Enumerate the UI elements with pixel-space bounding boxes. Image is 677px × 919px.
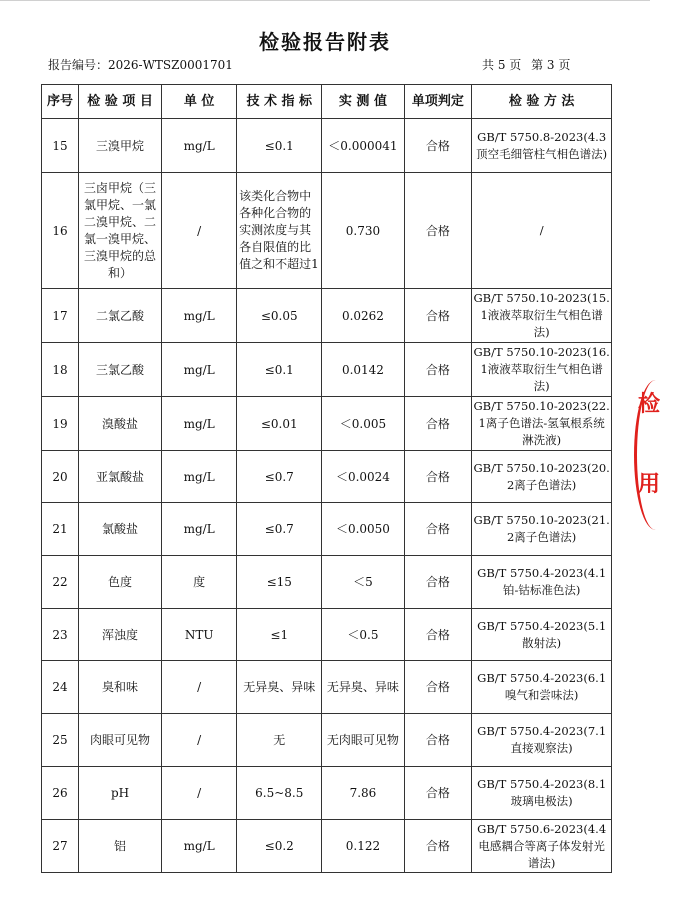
cell-unit: / xyxy=(162,767,237,820)
cell-spec: ≤0.05 xyxy=(237,289,322,343)
cell-seq: 25 xyxy=(42,714,79,767)
cell-seq: 16 xyxy=(42,173,79,289)
cell-spec: 该类化合物中各种化合物的实测浓度与其各自限值的比值之和不超过1 xyxy=(237,173,322,289)
cell-spec: 无 xyxy=(237,714,322,767)
cell-value: 7.86 xyxy=(322,767,404,820)
cell-judge: 合格 xyxy=(404,119,472,173)
cell-method: GB/T 5750.4-2023(8.1玻璃电极法) xyxy=(472,767,612,820)
cell-item: 二氯乙酸 xyxy=(78,289,161,343)
cell-value: ＜0.5 xyxy=(322,609,404,661)
cell-method: GB/T 5750.6-2023(4.4电感耦合等离子体发射光谱法) xyxy=(472,820,612,873)
table-row xyxy=(42,451,612,503)
cell-seq: 27 xyxy=(42,820,79,873)
cell-value: 0.0262 xyxy=(322,289,404,343)
cell-unit: / xyxy=(162,714,237,767)
cell-item: 色度 xyxy=(78,556,161,609)
cell-method: GB/T 5750.10-2023(16.1液液萃取衍生气相色谱法) xyxy=(472,343,612,397)
seal-char-1: 检 xyxy=(638,392,661,417)
table-row xyxy=(42,343,612,397)
cell-spec: ≤0.7 xyxy=(237,451,322,503)
cell-judge: 合格 xyxy=(404,556,472,609)
cell-item: 氯酸盐 xyxy=(78,503,161,556)
header-unit: 单 位 xyxy=(162,85,237,119)
table-row xyxy=(42,661,612,714)
cell-method: GB/T 5750.8-2023(4.3顶空毛细管柱气相色谱法) xyxy=(472,119,612,173)
page-indicator xyxy=(482,56,576,73)
table-row xyxy=(42,714,612,767)
red-seal-stamp xyxy=(628,380,661,530)
cell-value: 无肉眼可见物 xyxy=(322,714,404,767)
cell-item: 铝 xyxy=(78,820,161,873)
cell-spec: ≤0.7 xyxy=(237,503,322,556)
cell-seq: 19 xyxy=(42,397,79,451)
cell-method: GB/T 5750.10-2023(21.2离子色谱法) xyxy=(472,503,612,556)
cell-judge: 合格 xyxy=(404,609,472,661)
table-row xyxy=(42,503,612,556)
cell-method: GB/T 5750.10-2023(15.1液液萃取衍生气相色谱法) xyxy=(472,289,612,343)
cell-unit: NTU xyxy=(162,609,237,661)
cell-seq: 18 xyxy=(42,343,79,397)
cell-method: GB/T 5750.4-2023(4.1铂-钴标准色法) xyxy=(472,556,612,609)
current-page: 第 3 页 xyxy=(531,58,571,72)
cell-judge: 合格 xyxy=(404,820,472,873)
header-judge: 单项判定 xyxy=(404,85,472,119)
cell-seq: 26 xyxy=(42,767,79,820)
cell-unit: mg/L xyxy=(162,451,237,503)
header-seq: 序号 xyxy=(42,85,79,119)
report-number: 报告编号：2026-WTSZ0001701 xyxy=(48,58,233,72)
cell-unit: mg/L xyxy=(162,119,237,173)
cell-spec: ≤0.1 xyxy=(237,343,322,397)
cell-item: 三氯乙酸 xyxy=(78,343,161,397)
cell-seq: 20 xyxy=(42,451,79,503)
seal-char-2: 用 xyxy=(638,472,661,497)
total-pages: 共 5 页 xyxy=(482,58,522,72)
cell-unit: mg/L xyxy=(162,503,237,556)
cell-spec: 无异臭、异味 xyxy=(237,661,322,714)
cell-spec: ≤0.2 xyxy=(237,820,322,873)
table-row xyxy=(42,767,612,820)
cell-value: ＜0.000041 xyxy=(322,119,404,173)
cell-judge: 合格 xyxy=(404,661,472,714)
cell-item: 亚氯酸盐 xyxy=(78,451,161,503)
cell-unit: / xyxy=(162,661,237,714)
cell-value: 0.122 xyxy=(322,820,404,873)
cell-judge: 合格 xyxy=(404,397,472,451)
table-row xyxy=(42,397,612,451)
cell-value: 0.730 xyxy=(322,173,404,289)
header-spec: 技 术 指 标 xyxy=(237,85,322,119)
header-value: 实 测 值 xyxy=(322,85,404,119)
cell-method: GB/T 5750.4-2023(7.1直接观察法) xyxy=(472,714,612,767)
cell-item: 三溴甲烷 xyxy=(78,119,161,173)
cell-unit: / xyxy=(162,173,237,289)
table-header-row xyxy=(42,85,612,119)
cell-item: 臭和味 xyxy=(78,661,161,714)
cell-value: ＜0.0024 xyxy=(322,451,404,503)
table-row xyxy=(42,820,612,873)
cell-method: GB/T 5750.10-2023(20.2离子色谱法) xyxy=(472,451,612,503)
table-row xyxy=(42,609,612,661)
cell-seq: 17 xyxy=(42,289,79,343)
table-row xyxy=(42,289,612,343)
page-title: 检验报告附表 xyxy=(259,30,391,54)
table-row xyxy=(42,556,612,609)
results-table xyxy=(41,84,612,873)
cell-seq: 15 xyxy=(42,119,79,173)
cell-method: / xyxy=(472,173,612,289)
cell-unit: 度 xyxy=(162,556,237,609)
cell-judge: 合格 xyxy=(404,503,472,556)
cell-method: GB/T 5750.10-2023(22.1离子色谱法-氢氧根系统淋洗液) xyxy=(472,397,612,451)
cell-value: 无异臭、异味 xyxy=(322,661,404,714)
cell-unit: mg/L xyxy=(162,820,237,873)
cell-seq: 22 xyxy=(42,556,79,609)
cell-judge: 合格 xyxy=(404,767,472,820)
cell-seq: 24 xyxy=(42,661,79,714)
header-item: 检 验 项 目 xyxy=(78,85,161,119)
cell-item: 浑浊度 xyxy=(78,609,161,661)
cell-value: ＜0.0050 xyxy=(322,503,404,556)
cell-spec: ≤0.1 xyxy=(237,119,322,173)
cell-unit: mg/L xyxy=(162,289,237,343)
cell-value: ＜5 xyxy=(322,556,404,609)
cell-seq: 21 xyxy=(42,503,79,556)
cell-method: GB/T 5750.4-2023(6.1嗅气和尝味法) xyxy=(472,661,612,714)
table-row xyxy=(42,173,612,289)
cell-value: 0.0142 xyxy=(322,343,404,397)
cell-judge: 合格 xyxy=(404,343,472,397)
header-method: 检 验 方 法 xyxy=(472,85,612,119)
cell-value: ＜0.005 xyxy=(322,397,404,451)
cell-judge: 合格 xyxy=(404,714,472,767)
cell-spec: ≤0.01 xyxy=(237,397,322,451)
cell-item: 溴酸盐 xyxy=(78,397,161,451)
cell-method: GB/T 5750.4-2023(5.1散射法) xyxy=(472,609,612,661)
cell-judge: 合格 xyxy=(404,451,472,503)
cell-spec: ≤1 xyxy=(237,609,322,661)
cell-judge: 合格 xyxy=(404,289,472,343)
cell-item: 肉眼可见物 xyxy=(78,714,161,767)
cell-item: 三卤甲烷（三氯甲烷、一氯二溴甲烷、二氯一溴甲烷、三溴甲烷的总和） xyxy=(78,173,161,289)
cell-spec: ≤15 xyxy=(237,556,322,609)
page-top-border xyxy=(0,0,650,7)
cell-seq: 23 xyxy=(42,609,79,661)
cell-spec: 6.5~8.5 xyxy=(237,767,322,820)
cell-judge: 合格 xyxy=(404,173,472,289)
table-row xyxy=(42,119,612,173)
cell-item: pH xyxy=(78,767,161,820)
cell-unit: mg/L xyxy=(162,397,237,451)
cell-unit: mg/L xyxy=(162,343,237,397)
